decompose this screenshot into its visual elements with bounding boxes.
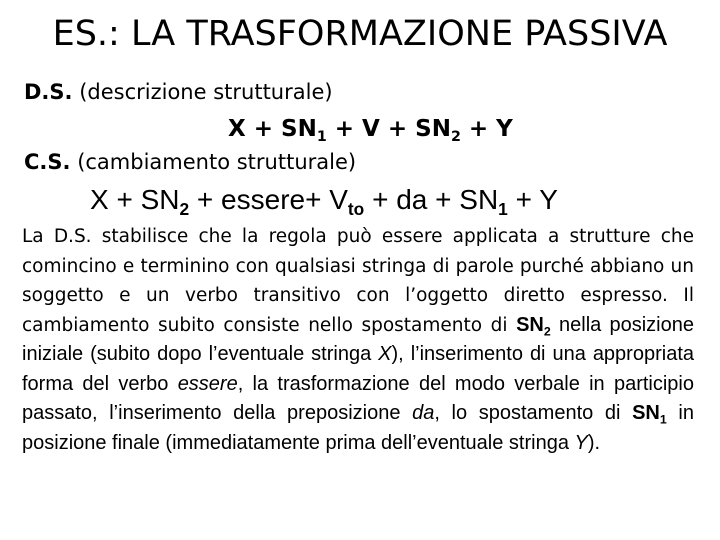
para-text-2: nella posizione iniziale (subito dopo l’eventuale stringa: [22, 313, 694, 365]
formula1-sub1: 1: [316, 128, 327, 145]
para-essere: essere: [177, 372, 238, 395]
structural-change-formula: [90, 184, 558, 220]
para-sn1-sub: 1: [659, 412, 667, 427]
para-x: X: [378, 343, 392, 365]
ds-description: (descrizione strutturale): [79, 80, 333, 104]
formula2-sub3: 1: [498, 199, 508, 220]
para-text-1: La D.S. stabilisce che la regola può essere applicata a strutture che comincino e terminino con qualsiasi stringa di parole purché abbiano un soggetto e un verbo transitivo con l’oggetto diretto espresso. Il cambiamento subito consiste nello spostamento di: [22, 226, 694, 336]
cs-description: (cambiamento strutturale): [77, 150, 357, 174]
ds-label: D.S.: [24, 80, 73, 104]
para-da: da: [412, 402, 435, 424]
cs-label: C.S.: [24, 150, 71, 174]
para-sn1-label: SN: [632, 402, 660, 424]
formula2-sub1: 2: [179, 199, 190, 220]
formula1-sub2: 2: [450, 128, 461, 145]
para-text-6: in posizione finale (immediatamente prima dell’eventuale stringa: [22, 402, 694, 454]
para-text-5: , lo spostamento di: [434, 402, 633, 424]
formula1-part2: + V + SN: [326, 116, 451, 142]
para-sn1: [632, 402, 667, 427]
explanation-paragraph: [22, 222, 694, 458]
ds-line: [24, 80, 333, 104]
para-text-4: , la trasformazione del modo verbale in participio passato, l’inserimento della preposizione: [22, 372, 694, 424]
cs-line: [24, 150, 356, 174]
formula1-part1: X + SN: [228, 116, 317, 142]
para-sn2-sub: 2: [543, 323, 551, 338]
formula2-sub2: to: [347, 199, 365, 220]
formula2-part4: + Y: [507, 184, 558, 215]
para-text-7: ).: [587, 431, 601, 454]
para-sn2: [516, 314, 551, 336]
page-title: ES.: LA TRASFORMAZIONE PASSIVA: [52, 14, 668, 54]
formula2-part3: + da + SN: [364, 184, 499, 215]
formula2-part2: + essere+ V: [189, 184, 348, 215]
para-y: Y: [574, 431, 588, 454]
para-text-3: ), l’inserimento di una appropriata forma del verbo: [22, 343, 694, 395]
formula2-part1: X + SN: [90, 184, 180, 215]
formula1-part3: + Y: [460, 116, 513, 142]
structural-description-formula: [228, 116, 513, 145]
para-sn2-label: SN: [516, 313, 544, 336]
